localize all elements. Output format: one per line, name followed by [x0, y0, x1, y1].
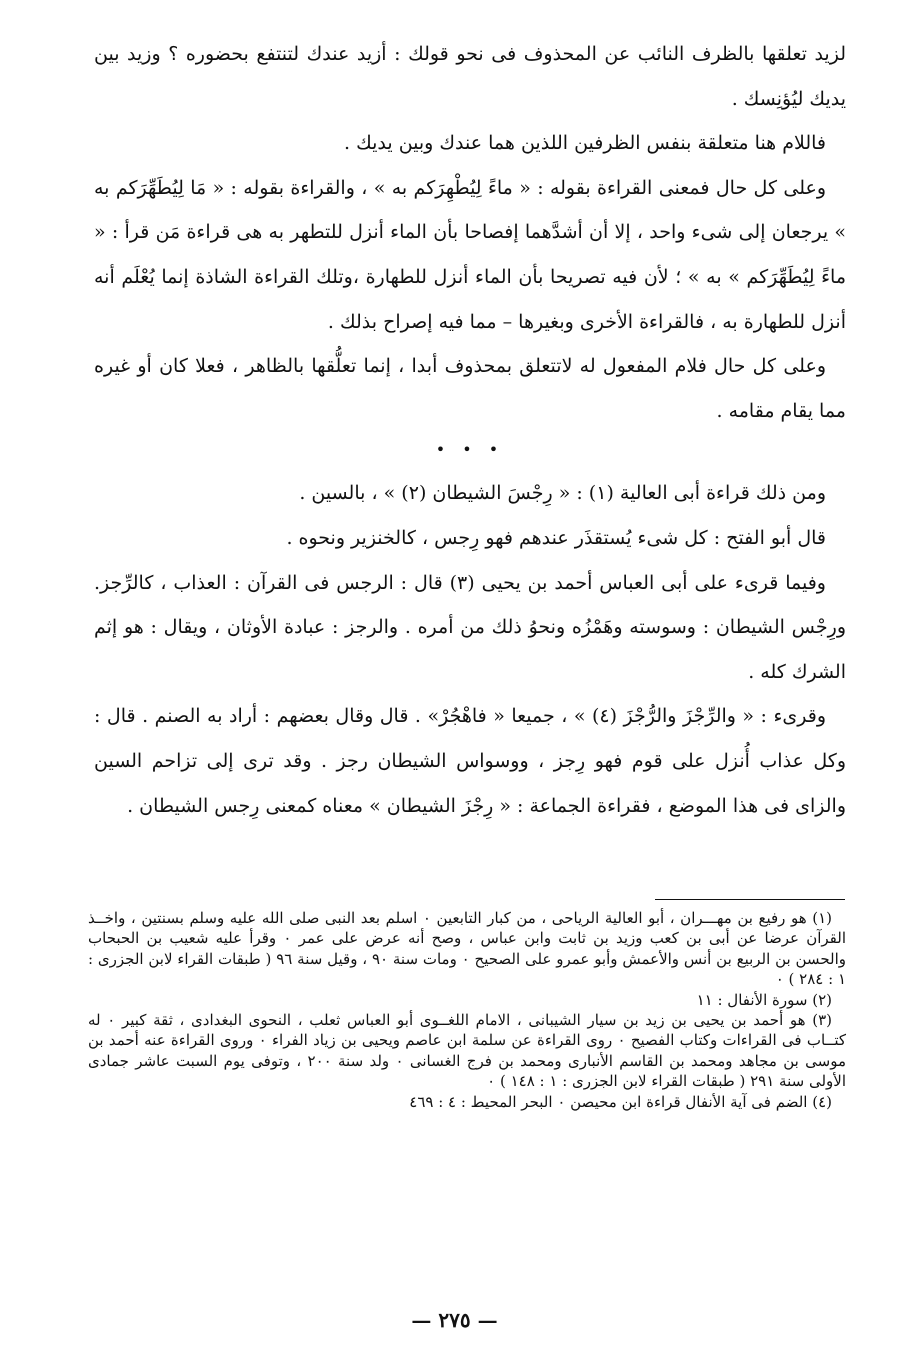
paragraph: فاللام هنا متعلقة بنفس الظرفين اللذين هما عندك وبين يديك . [344, 132, 826, 155]
page-number: — ٢٧٥ — [411, 1308, 498, 1332]
footnote-divider [655, 899, 845, 900]
paragraph: وقرىء : « والرِّجْزَ والرُّجْزَ (٤) » ، جميعا « فاهْجُرْ» . قال وقال بعضهم : أراد به الصنم . قال : وكل عذاب أُنزل على قوم فهو رِجز ، ووسواس الشيطان رجز . وقد ترى إلى تزاحم السين والزاى فى هذا الموضع ، فقراءة الجماعة : « رِجْزَ الشيطان » معناه كمعنى رِجس الشيطان . [94, 705, 846, 817]
footnote: (٤) الضم فى آية الأنفال قراءة ابن محيصن ٠ البحر المحيط : ٤ : ٤٦٩ [409, 1092, 832, 1111]
main-text [94, 32, 846, 828]
paragraph: وفيما قرىء على أبى العباس أحمد بن يحيى (٣) قال : الرجس فى القرآن : العذاب ، كالرِّجز. ورِجْس الشيطان : وسوسته وهَمْزُه ونحوُ ذلك من أمره . والرجز : عبادة الأوثان ، ويقال : هو إثم الشرك كله . [94, 571, 846, 683]
section-separator: • • • [435, 440, 505, 460]
paragraph: لزيد تعلقها بالظرف النائب عن المحذوف فى نحو قولك : أزيد عندك لتنتفع بحضوره ؟ وزيد بين يديك ليُؤنِسك . [94, 43, 846, 110]
paragraph: ومن ذلك قراءة أبى العالية (١) : « رِجْسَ الشيطان (٢) » ، بالسين . [299, 482, 826, 505]
footnotes [88, 908, 846, 1112]
paragraph: وعلى كل حال فمعنى القراءة بقوله : « ماءً لِيُطْهِرَكم به » ، والقراءة بقوله : « مَا لِيُطَهِّرَكم به » يرجعان إلى شىء واحد ، إلا أن أشدَّهما إفصاحا بأن الماء أنزل للتطهر به هى قراءة مَن قرأ : « ماءً لِيُطَهِّرَكم » به » ؛ لأن فيه تصريحا بأن الماء أنزل للطهارة ،وتلك القراءة الشاذة إنما يُعْلَم أنه أنزل للطهارة به ، فالقراءة الأخرى وبغيرها – مما فيه إصراح بذلك . [94, 176, 846, 333]
footnote: (٣) هو أحمد بن يحيى بن زيد بن سيار الشيبانى ، الامام اللغــوى أبو العباس ثعلب ، النحوى البغدادى ، ثقة كبير ٠ له كتــاب فى القراءات وكتاب الفصيح ٠ روى القراءة عن سلمة ابن عاصم ويحيى بن زياد الفراء ٠ وروى القراءة عنه أحمد بن موسى بن مجاهد ومحمد بن القاسم الأنبارى ومحمد بن فرج الغسانى ٠ ولد سنة ٢٠٠ ، وتوفى يوم السبت عاشر جمادى الأولى سنة ٢٩١ ( طبقات القراء لابن الجزرى : ١ : ١٤٨ ) ٠ [88, 1011, 847, 1091]
paragraph: وعلى كل حال فلام المفعول له لاتتعلق بمحذوف أبدا ، إنما تعلُّقها بالظاهر ، فعلا كان أو غيره مما يقام مقامه . [94, 355, 846, 422]
footnote: (٢) سورة الأنفال : ١١ [696, 990, 832, 1009]
paragraph: قال أبو الفتح : كل شىء يُستقذَر عندهم فهو رِجس ، كالخنزير ونحوه . [286, 526, 826, 549]
footnote: (١) هو رفيع بن مهـــران ، أبو العالية الرياحى ، من كبار التابعين ٠ اسلم بعد النبى صلى الله عليه وسلم بسنتين ، واخــذ القرآن عرضا عن أبى بن كعب وزيد بن ثابت وابن عباس ، وصح أنه عرض على عمر ٠ وقرأ عليه شعيب بن الحبحاب والحسن بن الربيع بن أنس والأعمش وأبو عمرو على الصحيح ٠ ومات سنة ٩٠ ، وقيل سنة ٩٦ ( طبقات القراء لابن الجزرى : ١ : ٢٨٤ ) ٠ [88, 909, 846, 989]
